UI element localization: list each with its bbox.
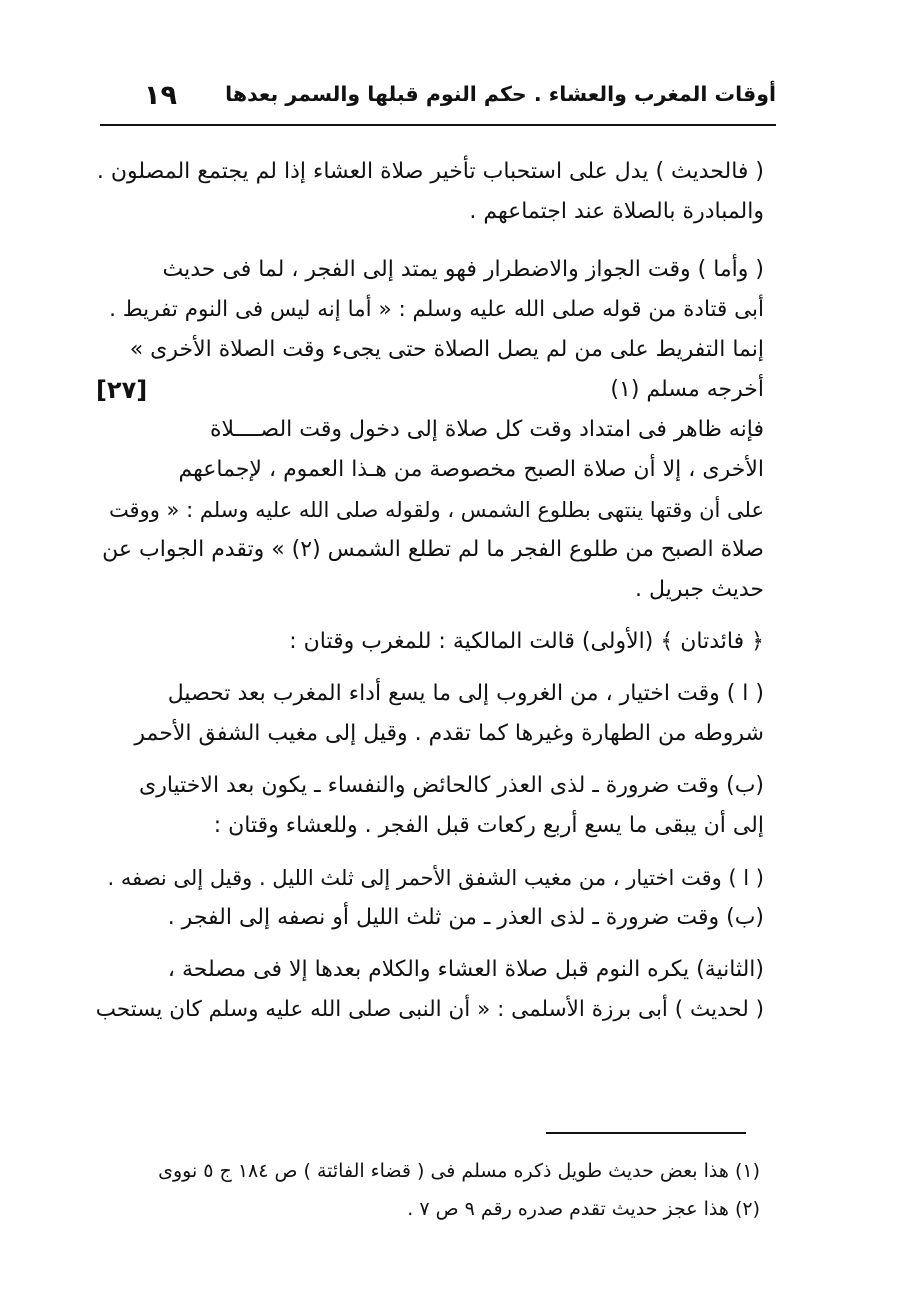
text-line: ( ا ) وقت اختيار ، من الغروب إلى ما يسع أداء المغرب بعد تحصيل bbox=[167, 681, 764, 706]
text-line: شروطه من الطهارة وغيرها كما تقدم . وقيل إلى مغيب الشفق الأحمر bbox=[134, 721, 764, 746]
footnote-1: (١) هذا بعض حديث طويل ذكره مسلم فى ( قضاء الفائتة ) ص ١٨٤ ج ٥ نووى bbox=[158, 1160, 760, 1182]
paragraph-3 bbox=[96, 410, 764, 610]
text-line bbox=[96, 370, 764, 410]
footnotes bbox=[70, 1152, 760, 1228]
text-line: صلاة الصبح من طلوع الفجر ما لم تطلع الشمس (٢) » وتقدم الجواب عن bbox=[102, 537, 764, 562]
text-line: على أن وقتها ينتهى بطلوع الشمس ، ولقوله صلى الله عليه وسلم : « ووقت bbox=[108, 498, 764, 522]
paragraph-8 bbox=[96, 898, 764, 938]
text-line: ( ا ) وقت اختيار ، من مغيب الشفق الأحمر إلى ثلث الليل . وقيل إلى نصفه . bbox=[107, 866, 764, 890]
main-text bbox=[96, 152, 764, 1030]
header-divider bbox=[100, 124, 776, 126]
section-heading: ﴿ فائدتان ﴾ (الأولى) قالت المالكية : للمغرب وقتان : bbox=[289, 629, 764, 654]
text-line: الأخرى ، إلا أن صلاة الصبح مخصوصة من هـذا العموم ، لإجماعهم bbox=[178, 457, 764, 482]
paragraph-4 bbox=[96, 622, 764, 662]
text-line: ( وأما ) وقت الجواز والاضطرار فهو يمتد إلى الفجر ، لما فى حديث bbox=[162, 257, 764, 282]
text-line: إلى أن يبقى ما يسع أربع ركعات قبل الفجر . وللعشاء وقتان : bbox=[213, 813, 764, 838]
text-line: (الثانية) يكره النوم قبل صلاة العشاء والكلام بعدها إلا فى مصلحة ، bbox=[167, 957, 764, 982]
chapter-title: أوقات المغرب والعشاء . حكم النوم قبلها والسمر بعدها bbox=[225, 82, 776, 106]
running-header bbox=[100, 78, 776, 124]
text-line: ( لحديث ) أبى برزة الأسلمى : « أن النبى صلى الله عليه وسلم كان يستحب bbox=[95, 997, 764, 1022]
footnote-divider bbox=[546, 1132, 746, 1134]
text-line: فإنه ظاهر فى امتداد وقت كل صلاة إلى دخول وقت الصــــلاة bbox=[209, 417, 764, 442]
text-line: ( فالحديث ) يدل على استحباب تأخير صلاة العشاء إذا لم يجتمع المصلون . bbox=[96, 159, 764, 184]
paragraph-5 bbox=[96, 674, 764, 754]
paragraph-1 bbox=[96, 152, 764, 232]
hadith-source: أخرجه مسلم (١) bbox=[610, 377, 764, 402]
text-line: حديث جبريل . bbox=[634, 577, 764, 602]
text-line: إنما التفريط على من لم يصل الصلاة حتى يجىء وقت الصلاة الأخرى » bbox=[129, 337, 764, 362]
text-line: والمبادرة بالصلاة عند اجتماعهم . bbox=[469, 199, 764, 224]
hadith-number-badge: [٢٧] bbox=[96, 376, 148, 404]
paragraph-9 bbox=[96, 950, 764, 1030]
text-line: (ب) وقت ضرورة ـ لذى العذر ـ من ثلث الليل أو نصفه إلى الفجر . bbox=[167, 905, 764, 930]
paragraph-2 bbox=[96, 250, 764, 410]
paragraph-7 bbox=[96, 858, 764, 898]
text-line: (ب) وقت ضرورة ـ لذى العذر كالحائض والنفساء ـ يكون بعد الاختيارى bbox=[138, 773, 764, 798]
text-line: أبى قتادة من قوله صلى الله عليه وسلم : « أما إنه ليس فى النوم تفريط . bbox=[109, 297, 764, 322]
page-number: ١٩ bbox=[144, 80, 177, 111]
footnote-2: (٢) هذا عجز حديث تقدم صدره رقم ٩ ص ٧ . bbox=[407, 1198, 760, 1220]
paragraph-6 bbox=[96, 766, 764, 846]
